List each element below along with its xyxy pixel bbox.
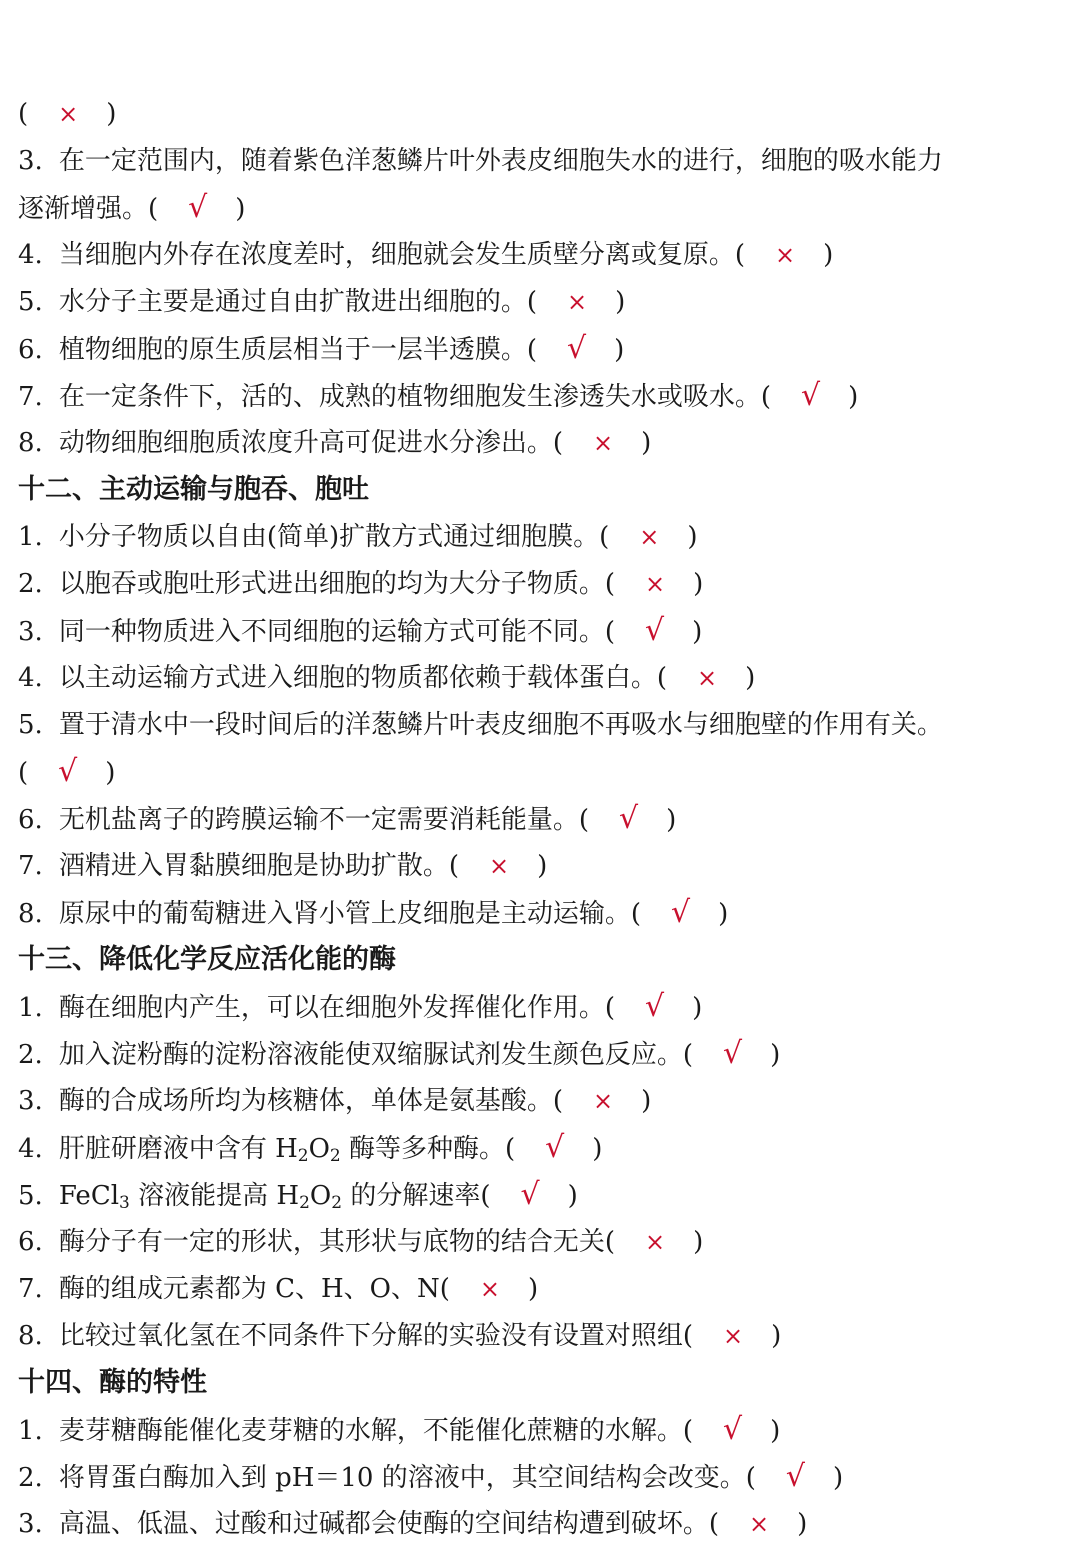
wrong-mark-icon: × (592, 1087, 614, 1115)
question-text: 当细胞内外存在浓度差时，细胞就会发生质壁分离或复原。( (58, 240, 745, 270)
section-heading (18, 938, 1064, 982)
question-text: FeCl$_3$ 溶液能提高 $H_2O_2$ 的分解速率( (58, 1181, 491, 1213)
question-text: 高温、低温、过酸和过碱都会使酶的空间结构遭到破坏。( (58, 1509, 719, 1539)
question-text: 水分子主要是通过自由扩散进出细胞的。( (58, 287, 537, 317)
question-number: 5. (18, 1181, 43, 1211)
question-text: 以主动运输方式进入细胞的物质都依赖于载体蛋白。( (58, 663, 667, 693)
wrong-mark-icon: × (639, 523, 660, 551)
closing-paren: ) (693, 569, 704, 599)
closing-paren: ) (592, 1134, 603, 1164)
closing-paren: ) (527, 1274, 539, 1304)
closing-paren: ) (771, 1321, 782, 1351)
wrong-mark-icon: × (748, 1510, 770, 1538)
closing-paren: ) (105, 758, 116, 788)
question-line (18, 844, 1064, 888)
question-number: 8. (18, 1321, 43, 1351)
question-number: 2. (18, 1463, 43, 1493)
closing-paren: ) (614, 335, 625, 365)
question-text: 在一定条件下，活的、成熟的植物细胞发生渗透失水或吸水。( (58, 382, 771, 412)
question-line (18, 327, 1064, 371)
wrong-mark-icon: × (644, 1228, 666, 1256)
question-line (18, 1173, 1064, 1217)
wrong-mark-icon: × (479, 1275, 500, 1303)
question-text: 同一种物质进入不同细胞的运输方式可能不同。( (58, 617, 615, 647)
question-text: 酶的合成场所均为核糖体，单体是氨基酸。( (58, 1086, 563, 1116)
question-line (18, 797, 1064, 841)
closing-paren: ) (235, 194, 246, 224)
question-number: 8. (18, 899, 43, 929)
question-line (18, 562, 1064, 606)
question-line (18, 139, 1064, 183)
question-text: 以胞吞或胞吐形式进出细胞的均为大分子物质。( (58, 569, 615, 599)
question-number: 4. (18, 240, 43, 270)
correct-mark-icon: √ (618, 801, 639, 836)
closing-paren: ) (687, 522, 698, 552)
closing-paren: ) (718, 899, 729, 929)
closing-paren: ) (770, 1416, 781, 1446)
correct-mark-icon: √ (188, 190, 208, 225)
question-text: ( (18, 99, 29, 129)
closing-paren: ) (692, 993, 703, 1023)
question-text: 动物细胞细胞质浓度升高可促进水分渗出。( (58, 428, 563, 458)
question-line (18, 1267, 1064, 1311)
question-number: 4. (18, 663, 43, 693)
question-line (18, 1314, 1064, 1358)
closing-paren: ) (797, 1509, 808, 1539)
correct-mark-icon: √ (520, 1177, 540, 1212)
question-text: 原尿中的葡萄糖进入肾小管上皮细胞是主动运输。( (58, 899, 641, 929)
question-text: ( (18, 758, 29, 788)
wrong-mark-icon: × (774, 241, 796, 269)
correct-mark-icon: √ (722, 1036, 743, 1071)
question-text: 麦芽糖酶能催化麦芽糖的水解，不能催化蔗糖的水解。( (58, 1416, 693, 1446)
question-text: 肝脏研磨液中含有 $H_2O_2$ 酶等多种酶。( (58, 1134, 516, 1166)
closing-paren: ) (106, 99, 117, 129)
closing-paren: ) (641, 1086, 652, 1116)
question-line (18, 609, 1064, 653)
correct-mark-icon: √ (800, 378, 821, 413)
closing-paren: ) (692, 617, 703, 647)
question-text: 加入淀粉酶的淀粉溶液能使双缩脲试剂发生颜色反应。( (58, 1040, 693, 1070)
section-heading (18, 1361, 1064, 1405)
question-number: 5. (18, 287, 43, 317)
closing-paren: ) (641, 428, 652, 458)
question-line (18, 186, 1064, 230)
question-line (18, 515, 1064, 559)
correct-mark-icon: √ (58, 754, 78, 789)
question-line (18, 750, 1064, 794)
question-number: 1. (18, 993, 43, 1023)
closing-paren: ) (745, 663, 756, 693)
question-number: 1. (18, 522, 43, 552)
question-line (18, 421, 1064, 465)
question-number: 4. (18, 1134, 43, 1164)
correct-mark-icon: √ (644, 989, 665, 1024)
section-heading-text: 十三、降低化学反应活化能的酶 (18, 944, 396, 975)
question-text: 在一定范围内，随着紫色洋葱鳞片叶外表皮细胞失水的进行，细胞的吸水能力 (58, 146, 943, 176)
question-text: 将胃蛋白酶加入到 pH＝10 的溶液中，其空间结构会改变。( (58, 1463, 756, 1493)
correct-mark-icon: √ (545, 1130, 565, 1165)
question-line (18, 656, 1064, 700)
section-heading (18, 468, 1064, 512)
wrong-mark-icon: × (722, 1322, 744, 1350)
question-line (18, 1502, 1064, 1546)
correct-mark-icon: √ (722, 1412, 743, 1447)
question-line (18, 1032, 1064, 1076)
question-line (18, 1220, 1064, 1264)
question-line (18, 1455, 1064, 1499)
closing-paren: ) (615, 287, 626, 317)
question-text: 酶在细胞内产生，可以在细胞外发挥催化作用。( (58, 993, 615, 1023)
closing-paren: ) (848, 382, 859, 412)
correct-mark-icon: √ (785, 1459, 806, 1494)
question-line (18, 1126, 1064, 1170)
section-heading-text: 十四、酶的特性 (18, 1367, 207, 1398)
question-text: 无机盐离子的跨膜运输不一定需要消耗能量。( (58, 805, 589, 835)
question-line (18, 233, 1064, 277)
wrong-mark-icon: × (566, 288, 588, 316)
question-line (18, 703, 1064, 747)
question-line (18, 1408, 1064, 1452)
question-text: 小分子物质以自由(简单)扩散方式通过细胞膜。( (58, 522, 610, 552)
question-line (18, 280, 1064, 324)
question-line (18, 985, 1064, 1029)
question-line (18, 374, 1064, 418)
question-number: 6. (18, 1227, 43, 1257)
question-number: 3. (18, 617, 43, 647)
closing-paren: ) (693, 1227, 704, 1257)
closing-paren: ) (666, 805, 677, 835)
closing-paren: ) (537, 851, 548, 881)
question-number: 3. (18, 146, 43, 176)
question-line (18, 1079, 1064, 1123)
question-number: 5. (18, 710, 43, 740)
question-number: 6. (18, 805, 43, 835)
wrong-mark-icon: × (592, 429, 614, 457)
question-number: 7. (18, 382, 43, 412)
closing-paren: ) (823, 240, 834, 270)
wrong-mark-icon: × (696, 664, 718, 692)
closing-paren: ) (567, 1181, 578, 1211)
wrong-mark-icon: × (644, 570, 666, 598)
question-text: 置于清水中一段时间后的洋葱鳞片叶表皮细胞不再吸水与细胞壁的作用有关。 (58, 710, 943, 740)
question-number: 3. (18, 1509, 43, 1539)
correct-mark-icon: √ (644, 613, 665, 648)
question-number: 2. (18, 1040, 43, 1070)
question-number: 3. (18, 1086, 43, 1116)
question-number: 2. (18, 569, 43, 599)
question-number: 7. (18, 851, 43, 881)
question-line (18, 891, 1064, 935)
question-text: 酶的组成元素都为 C、H、O、N( (58, 1274, 450, 1304)
correct-mark-icon: √ (670, 895, 691, 930)
question-text: 酶分子有一定的形状，其形状与底物的结合无关( (58, 1227, 615, 1257)
question-text: 酒精进入胃黏膜细胞是协助扩散。( (58, 851, 459, 881)
question-number: 8. (18, 428, 43, 458)
question-text: 逐渐增强。( (18, 194, 159, 224)
correct-mark-icon: √ (566, 331, 587, 366)
wrong-mark-icon: × (488, 852, 510, 880)
closing-paren: ) (833, 1463, 844, 1493)
question-number: 7. (18, 1274, 43, 1304)
question-number: 1. (18, 1416, 43, 1446)
question-text: 植物细胞的原生质层相当于一层半透膜。( (58, 335, 537, 365)
closing-paren: ) (770, 1040, 781, 1070)
question-line (18, 92, 1064, 136)
wrong-mark-icon: × (58, 100, 79, 128)
question-number: 6. (18, 335, 43, 365)
section-heading-text: 十二、主动运输与胞吞、胞吐 (18, 474, 369, 505)
question-text: 比较过氧化氢在不同条件下分解的实验没有设置对照组( (58, 1321, 693, 1351)
